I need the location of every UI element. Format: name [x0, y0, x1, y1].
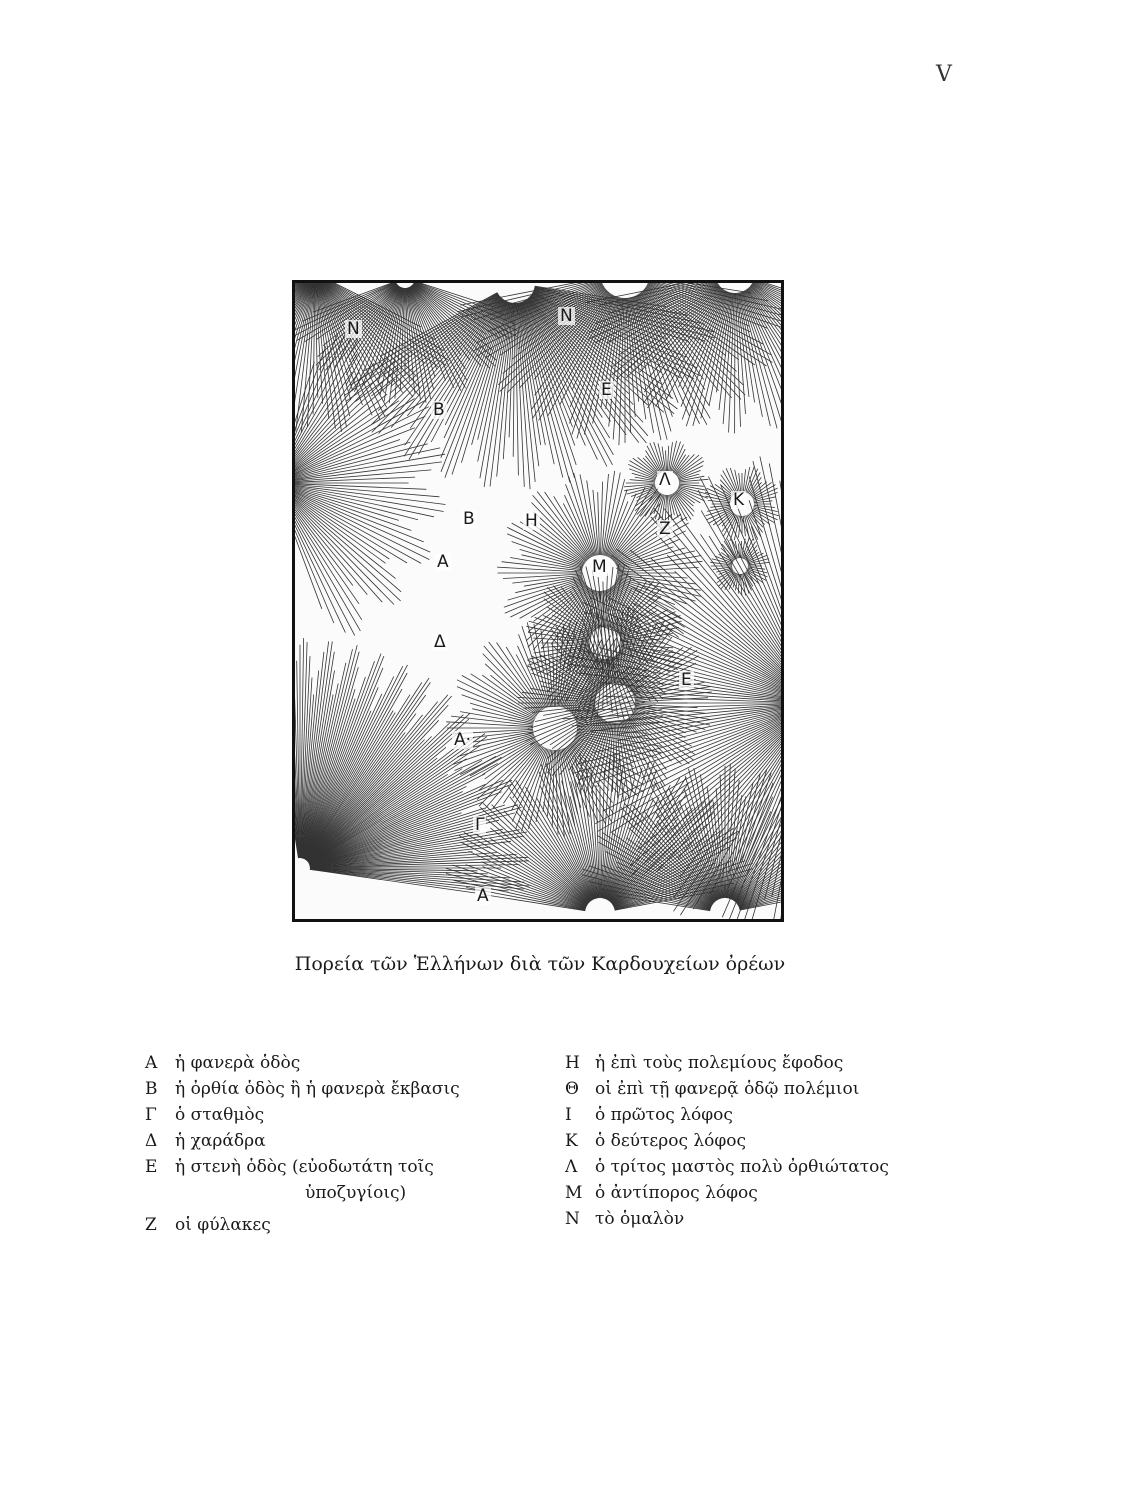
- legend-text: ἡ χαράδρα: [175, 1131, 266, 1151]
- map-label-e1: E: [601, 380, 612, 400]
- legend-text: ἡ φανερὰ ὁδὸς: [175, 1053, 301, 1073]
- legend-text: ὁ δεύτερος λόφος: [595, 1131, 747, 1151]
- map-label-lambda: Λ: [659, 470, 671, 490]
- legend-letter: Β: [145, 1079, 158, 1099]
- legend-text: ὁ ἀντίπορος λόφος: [595, 1183, 758, 1203]
- legend-item: [565, 1154, 995, 1180]
- legend-letter: Κ: [565, 1131, 578, 1151]
- legend-item-continuation: [145, 1180, 545, 1206]
- map-label-e2: E: [681, 670, 692, 690]
- map-label-n2: N: [560, 306, 573, 326]
- page-number: V: [936, 62, 953, 87]
- legend-letter: Λ: [565, 1157, 578, 1177]
- legend-letter: Ν: [565, 1209, 580, 1229]
- legend-text: ὁ πρῶτος λόφος: [595, 1105, 733, 1125]
- legend-letter: Η: [565, 1053, 580, 1073]
- legend-letter: Μ: [565, 1183, 583, 1203]
- map-label-delta: Δ: [434, 632, 446, 652]
- legend-letter: Ε: [145, 1157, 158, 1177]
- legend-letter: Ζ: [145, 1215, 157, 1235]
- hachure-map: [292, 280, 784, 922]
- map-label-b1: B: [433, 400, 445, 420]
- legend-item: [565, 1102, 995, 1128]
- legend-item: [145, 1154, 545, 1180]
- map-label-mu: M: [592, 557, 607, 577]
- legend-letter: Α: [145, 1053, 158, 1073]
- map-label-n1: N: [347, 319, 360, 339]
- map-label-zeta: Z: [659, 519, 671, 539]
- legend-text: ἡ στενὴ ὁδὸς (εὐοδωτάτη τοῖς: [175, 1157, 434, 1177]
- legend-letter: Γ: [145, 1105, 157, 1125]
- legend-item: [565, 1050, 995, 1076]
- map-label-b2: B: [463, 509, 475, 529]
- terrain-hachures: [295, 283, 781, 919]
- legend-item: [565, 1180, 995, 1206]
- legend-item: [145, 1050, 545, 1076]
- legend-text-continuation: ὑποζυγίοις): [305, 1183, 407, 1203]
- legend-text: ἡ ὀρθία ὁδὸς ἢ ἡ φανερὰ ἔκβασις: [175, 1079, 460, 1099]
- legend-letter: Δ: [145, 1131, 158, 1151]
- legend-text: ὁ σταθμὸς: [175, 1105, 265, 1125]
- legend-item: [145, 1212, 545, 1238]
- legend-item: [145, 1076, 545, 1102]
- legend-item: [145, 1128, 545, 1154]
- map-label-a3: A: [477, 886, 489, 906]
- legend-item: [145, 1102, 545, 1128]
- map-label-a1: A: [437, 552, 449, 572]
- legend-item: [565, 1128, 995, 1154]
- map-caption: Πορεία τῶν Ἑλλήνων διὰ τῶν Καρδουχείων ὀρέων: [294, 953, 786, 975]
- legend-text: οἱ φύλακες: [175, 1215, 271, 1235]
- legend-item: [565, 1076, 995, 1102]
- legend-text: ὁ τρίτος μαστὸς πολὺ ὀρθιώτατος: [595, 1157, 889, 1177]
- legend-letter: Θ: [565, 1079, 579, 1099]
- legend-text: τὸ ὁμαλὸν: [595, 1209, 685, 1229]
- map-label-eta: H: [525, 511, 538, 531]
- map-label-gamma: Γ: [475, 815, 485, 835]
- legend-left: [145, 1050, 545, 1238]
- legend-right: [565, 1050, 995, 1232]
- map-label-a2: A·: [454, 730, 472, 750]
- map-label-kappa: K: [733, 490, 745, 510]
- legend-text: οἱ ἐπὶ τῇ φανερᾷ ὁδῷ πολέμιοι: [595, 1079, 860, 1099]
- legend-item: [565, 1206, 995, 1232]
- legend-letter: Ι: [565, 1105, 572, 1125]
- legend-text: ἡ ἐπὶ τοὺς πολεμίους ἔφοδος: [595, 1053, 844, 1073]
- legend-letter-blank: [145, 1180, 175, 1206]
